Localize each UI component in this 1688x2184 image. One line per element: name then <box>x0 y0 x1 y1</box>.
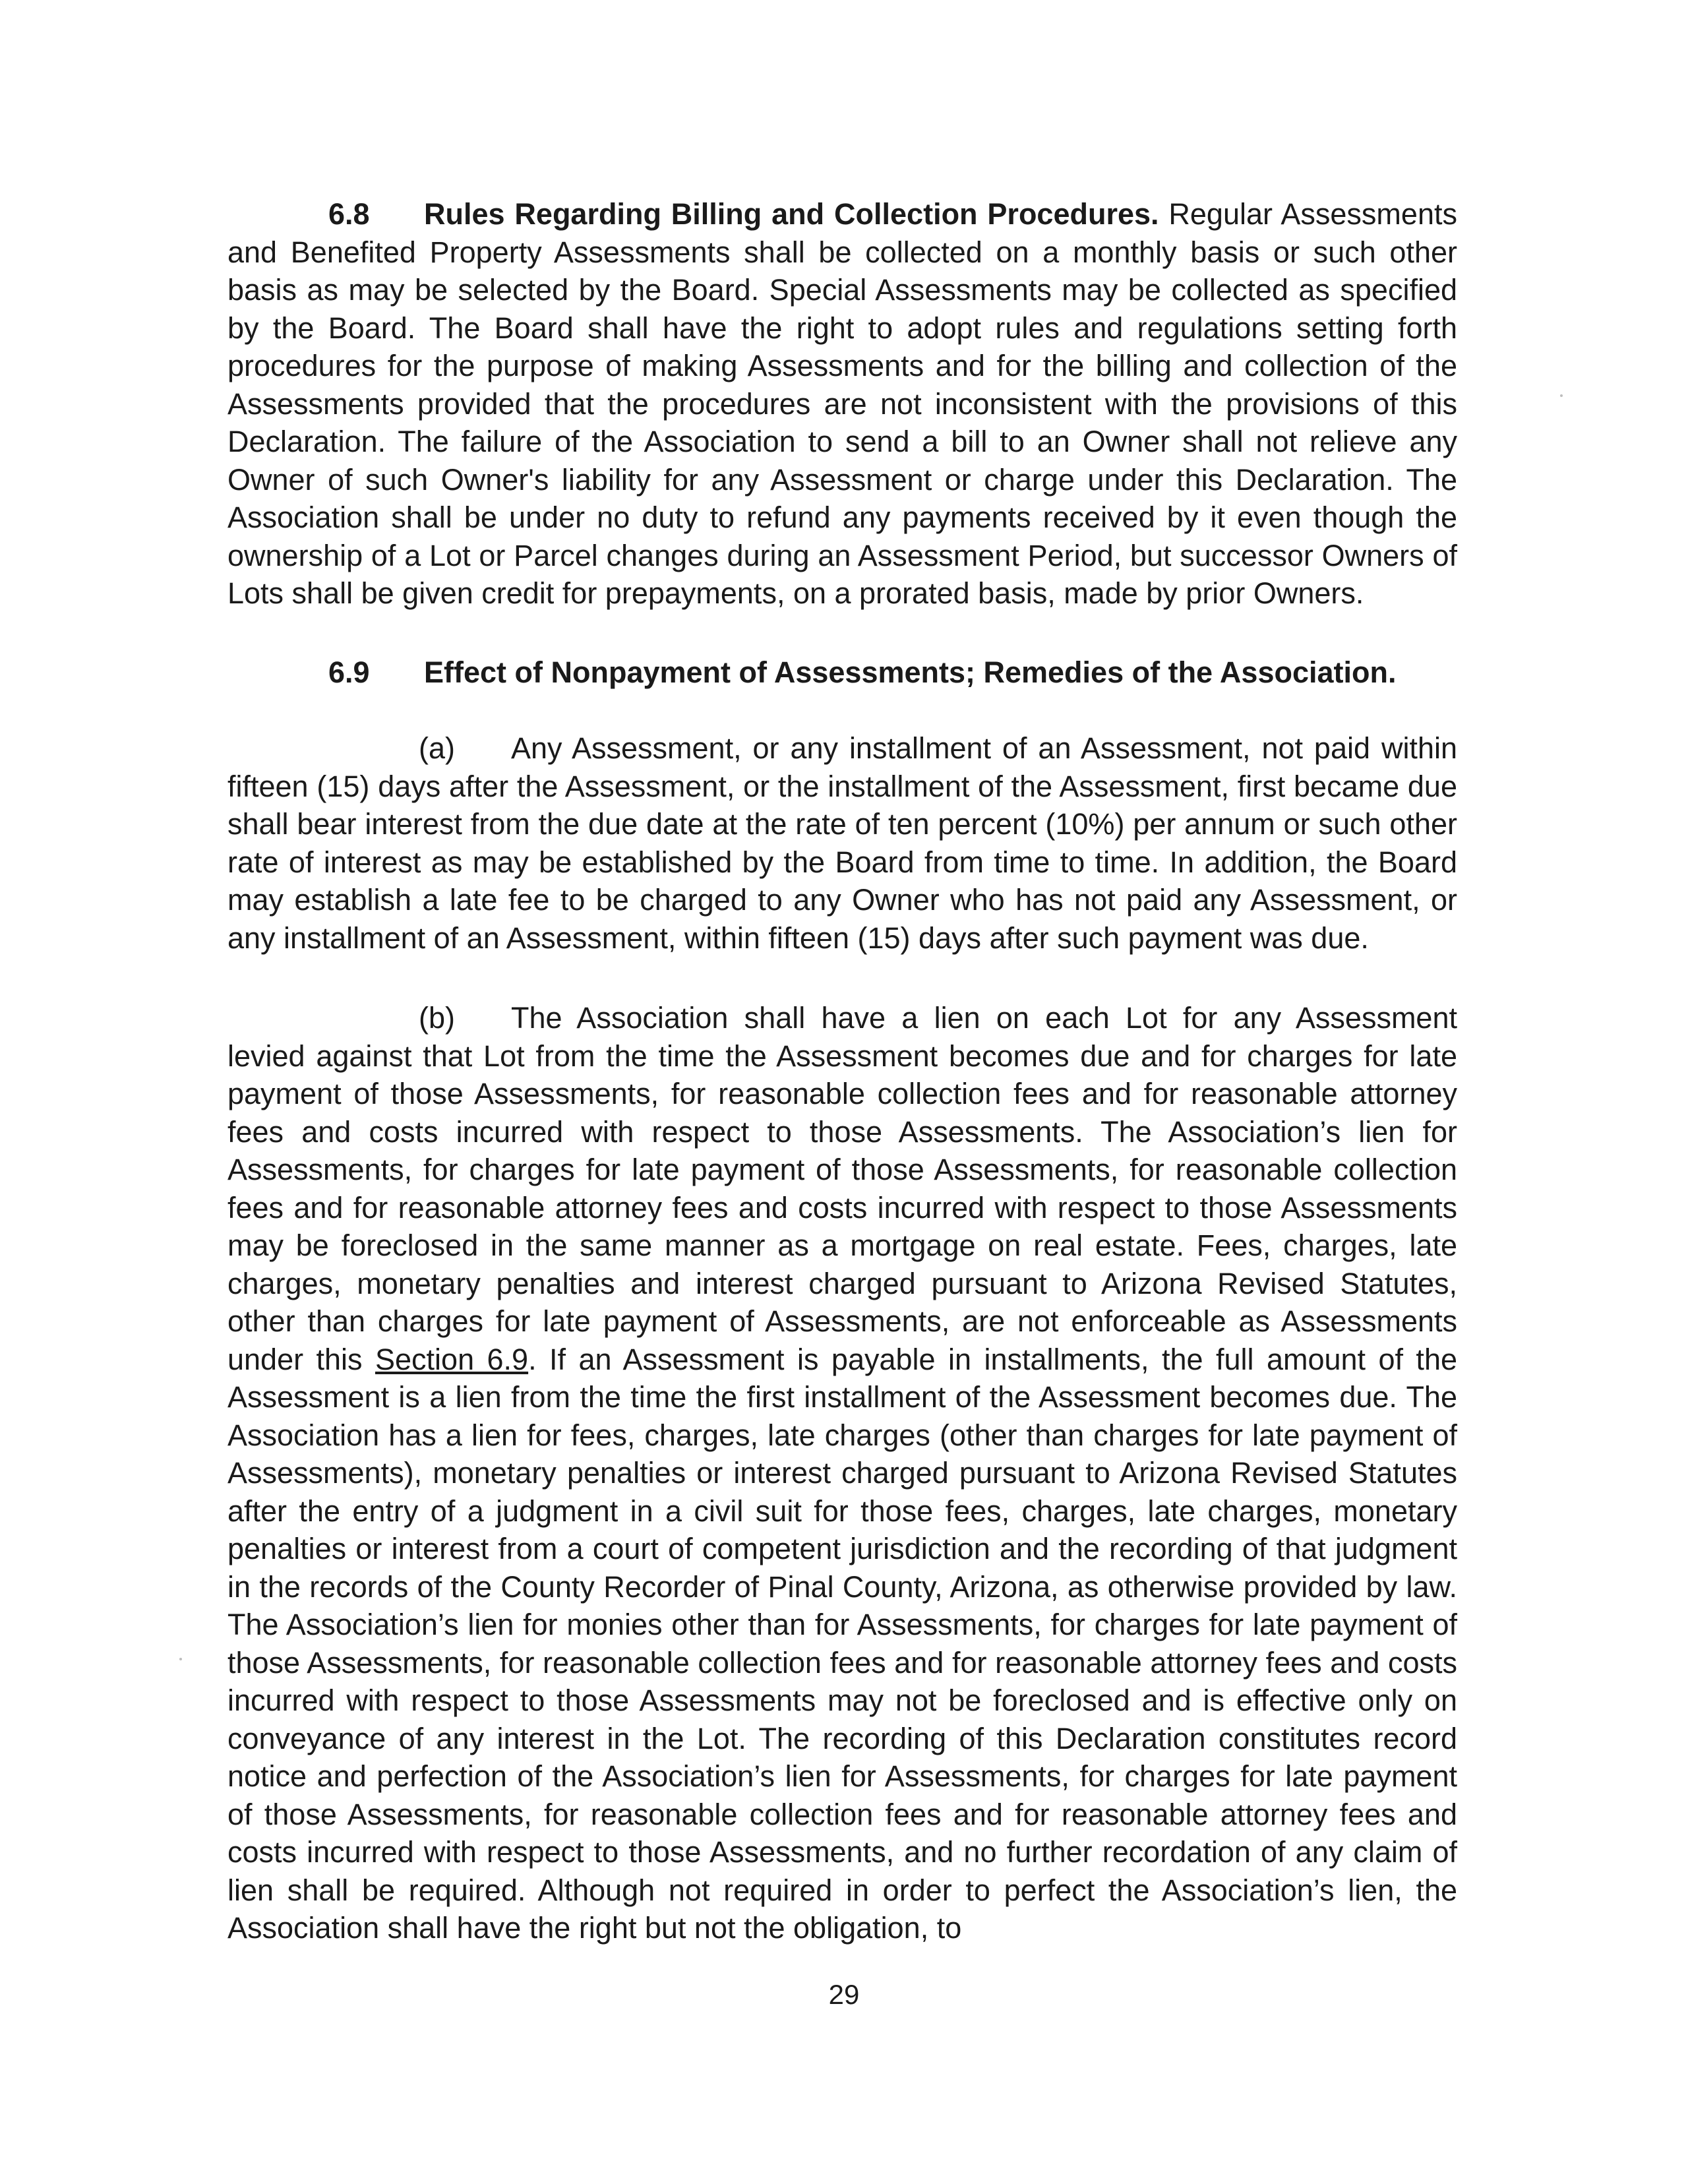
section-heading: Effect of Nonpayment of Assessments; Remedies of the Association. <box>424 655 1397 689</box>
scan-speck <box>1560 394 1563 397</box>
page-number: 29 <box>828 1979 860 2010</box>
scan-speck <box>179 1658 182 1660</box>
section-cross-reference: Section 6.9 <box>375 1342 529 1376</box>
subsection-text: Any Assessment, or any installment of an Assessment, not paid within fifteen (15) days after the Assessment, or the installment of the Assessment, first became due shall bear interest from the due date at the rate of ten percent (10%) per annum or such other rate of interest as may be established by the Board from time to time. In addition, the Board may establish a late fee to be charged to any Owner who has not paid any Assessment, or any installment of an Assessment, within fifteen (15) days after such payment was due. <box>227 731 1457 955</box>
spacer <box>227 957 1457 999</box>
spacer <box>227 691 1457 729</box>
document-page <box>227 195 1457 1947</box>
section-6-9-heading-row <box>227 653 1457 692</box>
subsection-b-paragraph <box>227 999 1457 1947</box>
section-number: 6.8 <box>328 197 370 231</box>
subsection-label: (a) <box>419 731 455 765</box>
subsection-label: (b) <box>419 1001 455 1035</box>
section-number: 6.9 <box>328 655 370 689</box>
subsection-text: The Association shall have a lien on each Lot for any Assessment levied against that Lot from the time the Assessment becomes due and for charges for late payment of those Assessments, for reasonable collection fees and for reasonable attorney fees and costs incurred with respect to those Assessments. The Association’s lien for Assessments, for charges for late payment of those Assessments, for reasonable collection fees and for reasonable attorney fees and costs incurred with respect to those Assessments may be foreclosed in the same manner as a mortgage on real estate. Fees, charges, late charges, monetary penalties and interest charged pursuant to Arizona Revised Statutes, other than charges for late payment of Assessments, are not enforceable as Assessments under this <box>227 1001 1457 1376</box>
section-body: Regular Assessments and Benefited Property Assessments shall be collected on a monthly basis or such other basis as may be selected by the Board. Special Assessments may be collected as specified by the Board. The Board shall have the right to adopt rules and regulations setting forth procedures for the purpose of making Assessments and for the billing and collection of the Assessments provided that the procedures are not inconsistent with the provisions of this Declaration. The failure of the Association to send a bill to an Owner shall not relieve any Owner of such Owner's liability for any Assessment or charge under this Declaration. The Association shall be under no duty to refund any payments received by it even though the ownership of a Lot or Parcel changes during an Assessment Period, but successor Owners of Lots shall be given credit for prepayments, on a prorated basis, made by prior Owners. <box>227 197 1457 610</box>
section-6-8-paragraph <box>227 195 1457 613</box>
section-heading: Rules Regarding Billing and Collection Procedures. <box>424 197 1159 231</box>
spacer <box>227 613 1457 653</box>
subsection-a-paragraph <box>227 729 1457 957</box>
subsection-text-continued: . If an Assessment is payable in installments, the full amount of the Assessment is a lien from the time the first installment of the Assessment becomes due. The Association has a lien for fees, charges, late charges (other than charges for late payment of Assessments), monetary penalties or interest charged pursuant to Arizona Revised Statutes after the entry of a judgment in a civil suit for those fees, charges, late charges, monetary penalties or interest from a court of competent jurisdiction and the recording of that judgment in the records of the County Recorder of Pinal County, Arizona, as otherwise provided by law. The Association’s lien for monies other than for Assessments, for charges for late payment of those Assessments, for reasonable collection fees and for reasonable attorney fees and costs incurred with respect to those Assessments may not be foreclosed and is effective only on conveyance of any interest in the Lot. The recording of this Declaration constitutes record notice and perfection of the Association’s lien for Assessments, for charges for late payment of those Assessments, for reasonable collection fees and for reasonable attorney fees and costs incurred with respect to those Assessments, and no further recordation of any claim of lien shall be required. Although not required in order to perfect the Association’s lien, the Association shall have the right but not the obligation, to <box>227 1342 1457 1945</box>
